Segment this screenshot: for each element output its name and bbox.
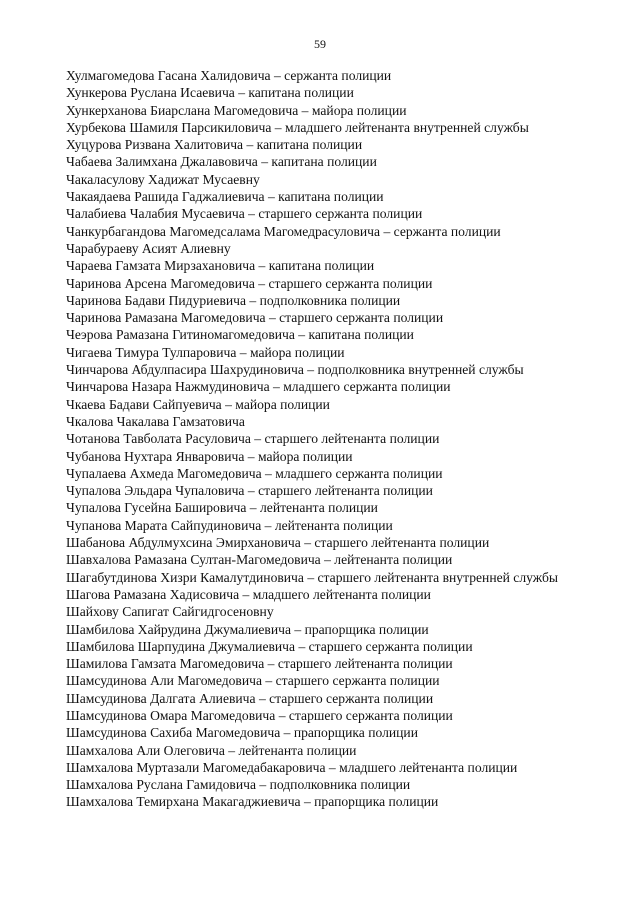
list-item: Шайхову Сапигат Сайгидгосеновну — [66, 604, 274, 620]
list-item: Чкалова Чакалава Гамзатовича — [66, 413, 245, 429]
list-item: Шабанова Абдулмухсина Эмирхановича – старшего лейтенанта полиции — [66, 535, 490, 551]
list-item: Шамилова Гамзата Магомедовича – старшего лейтенанта полиции — [66, 656, 453, 672]
list-item: Шамхалова Темирхана Макагаджиевича – прапорщика полиции — [66, 794, 439, 810]
list-item: Шамбилова Хайрудина Джумалиевича – прапорщика полиции — [66, 621, 429, 637]
list-item: Чубанова Нухтара Январовича – майора полиции — [66, 448, 353, 464]
list-item: Шавхалова Рамазана Султан-Магомедовича – лейтенанта полиции — [66, 552, 453, 568]
list-item: Хункерова Руслана Исаевича – капитана полиции — [66, 85, 354, 101]
list-item: Чабаева Залимхана Джалавовича – капитана полиции — [66, 154, 377, 170]
list-item: Чинчарова Абдулпасира Шахрудиновича – подполковника внутренней службы — [66, 362, 524, 378]
list-item: Шагова Рамазана Хадисовича – младшего лейтенанта полиции — [66, 586, 431, 602]
page-number: 59 — [314, 37, 326, 51]
list-item: Чакаласулову Хадижат Мусаевну — [66, 171, 260, 187]
list-item: Хуцурова Ризвана Халитовича – капитана полиции — [66, 137, 363, 153]
list-item: Чарабураеву Асият Алиевну — [66, 240, 231, 256]
list-item: Чкаева Бадави Сайпуевича – майора полиции — [66, 396, 330, 412]
list-item: Шамхалова Руслана Гамидовича – подполковника полиции — [66, 777, 411, 793]
list-item: Шамхалова Муртазали Магомедабакаровича – младшего лейтенанта полиции — [66, 759, 518, 775]
list-item: Шамсудинова Далгата Алиевича – старшего сержанта полиции — [66, 690, 434, 706]
list-item: Хункерханова Биарслана Магомедовича – майора полиции — [66, 102, 407, 118]
award-list — [66, 67, 584, 811]
list-item: Чупанова Марата Сайпудиновича – лейтенанта полиции — [66, 517, 393, 533]
list-item: Чотанова Тавболата Расуловича – старшего лейтенанта полиции — [66, 431, 440, 447]
list-item: Шамбилова Шарпудина Джумалиевича – старшего сержанта полиции — [66, 638, 473, 654]
list-item: Чалабиева Чалабия Мусаевича – старшего сержанта полиции — [66, 206, 423, 222]
list-item: Чаринова Рамазана Магомедовича – старшего сержанта полиции — [66, 310, 444, 326]
list-item: Чинчарова Назара Нажмудиновича – младшего сержанта полиции — [66, 379, 451, 395]
list-item: Чупалаева Ахмеда Магомедовича – младшего сержанта полиции — [66, 465, 443, 481]
list-item: Чупалова Эльдара Чупаловича – старшего лейтенанта полиции — [66, 483, 433, 499]
list-item: Чанкурбагандова Магомедсалама Магомедрасуловича – сержанта полиции — [66, 223, 501, 239]
list-item: Чигаева Тимура Тулпаровича – майора полиции — [66, 344, 345, 360]
list-item: Хулмагомедова Гасана Халидовича – сержанта полиции — [66, 68, 392, 83]
list-item: Хурбекова Шамиля Парсикиловича – младшего лейтенанта внутренней службы — [66, 119, 529, 135]
list-item: Чаринова Бадави Пидуриевича – подполковника полиции — [66, 292, 401, 308]
list-item: Шамхалова Али Олеговича – лейтенанта полиции — [66, 742, 357, 758]
list-item: Шамсудинова Сахиба Магомедовича – прапорщика полиции — [66, 725, 418, 741]
list-item: Чупалова Гусейна Башировича – лейтенанта полиции — [66, 500, 378, 516]
list-item: Шагабутдинова Хизри Камалутдиновича – старшего лейтенанта внутренней службы — [66, 569, 558, 585]
list-item: Шамсудинова Омара Магомедовича – старшего сержанта полиции — [66, 707, 453, 723]
list-item: Шамсудинова Али Магомедовича – старшего сержанта полиции — [66, 673, 440, 689]
list-item: Чакаядаева Рашида Гаджалиевича – капитана полиции — [66, 189, 384, 205]
list-item: Чараева Гамзата Мирзахановича – капитана полиции — [66, 258, 375, 274]
list-item: Чеэрова Рамазана Гитиномагомедовича – капитана полиции — [66, 327, 414, 343]
list-item: Чаринова Арсена Магомедовича – старшего сержанта полиции — [66, 275, 433, 291]
